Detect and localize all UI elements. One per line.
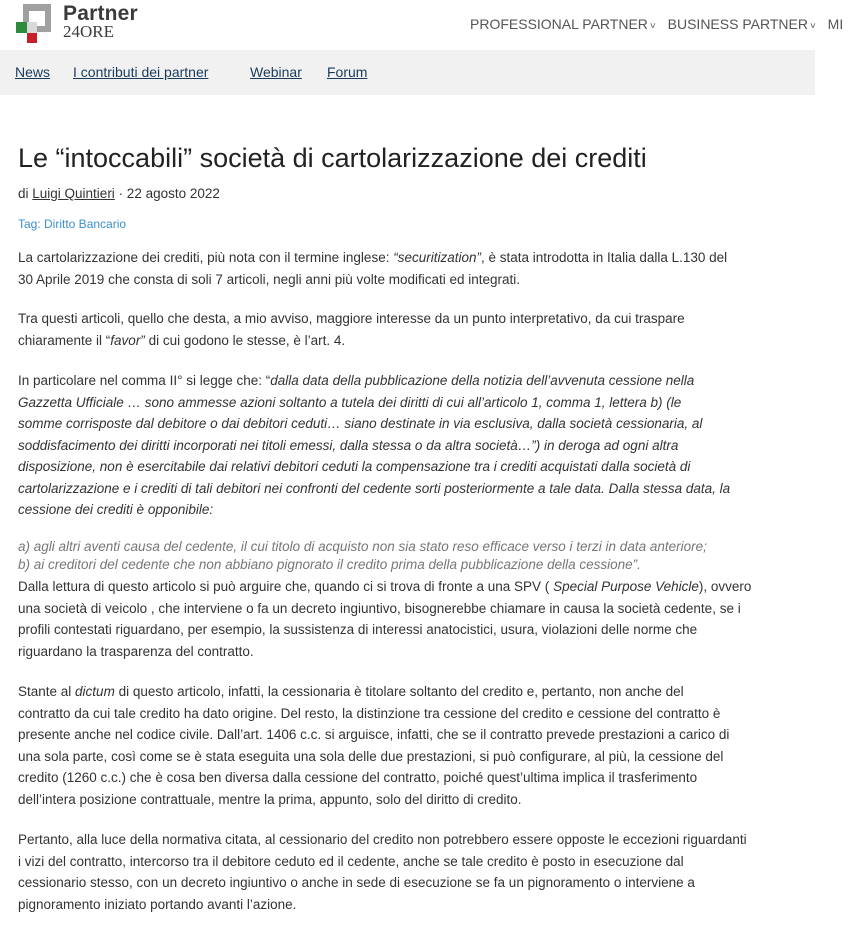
main-nav bbox=[470, 16, 851, 32]
subnav-forum[interactable]: Forum bbox=[327, 64, 368, 80]
text-line: Tra questi articoli, quello che desta, a mio avviso, maggiore interesse da un punto interpretativo, da cui traspare bbox=[18, 311, 685, 326]
text-line: profili contestati riguardano, per esempio, la sussistenza di interessi anatocistici, usura, violazioni delle norme che bbox=[18, 622, 698, 637]
paragraph-2 bbox=[18, 308, 798, 351]
text-line: soddisfacimento dei diritti incorporati nei titoli emessi, dalla stessa o da altra società…”) in deroga ad ogni altra bbox=[18, 437, 679, 453]
byline-prefix: di bbox=[18, 186, 33, 201]
logo-mark-icon bbox=[14, 2, 56, 44]
publish-date: · 22 agosto 2022 bbox=[114, 186, 220, 201]
paragraph-3-quote bbox=[18, 370, 798, 521]
text-line bbox=[18, 681, 798, 703]
text-line: somme corrisposte dal debitore o dai debitori ceduti… siano destinate in via esclusiva, dalla società cessionaria, al bbox=[18, 416, 703, 431]
text-italic: Special Purpose Vehicle bbox=[553, 579, 699, 594]
tag-link[interactable]: Tag: Diritto Bancario bbox=[18, 217, 127, 231]
paragraph-5 bbox=[18, 576, 798, 662]
article-title: Le “intoccabili” società di cartolarizzazione dei crediti bbox=[18, 143, 647, 173]
text-italic: dictum bbox=[75, 684, 115, 699]
text-line bbox=[18, 330, 798, 352]
nav-more[interactable] bbox=[828, 16, 844, 32]
subnav-contributi[interactable]: I contributi dei partner bbox=[73, 64, 209, 80]
text-line: Gazzetta Ufficiale … sono ammesse azioni soltanto a tutela dei diritti di cui all’articolo 1, comma 1, lettera b) (le bbox=[18, 394, 682, 410]
text-line: dell’intera posizione contrattuale, mentre la prima, appunto, solo del diritto di credito. bbox=[18, 791, 522, 807]
chevron-down-icon: ˅ bbox=[649, 21, 656, 32]
partner24ore-logo[interactable] bbox=[14, 2, 154, 46]
byline bbox=[18, 186, 220, 201]
text-line: cessione dei crediti è opponibile: bbox=[18, 502, 214, 517]
text-line bbox=[18, 576, 798, 598]
subnav-news[interactable]: News bbox=[15, 64, 51, 80]
top-bar bbox=[0, 0, 844, 50]
text-line: una società di veicolo , che interviene o fa un decreto ingiuntivo, bisognerebbe chiamare in causa la società cedente, se i bbox=[18, 600, 741, 616]
text-line: i vizi del contratto, intercorso tra il debitore ceduto ed il cedente, anche se tale credito è posto in esecuzione dal bbox=[18, 853, 684, 869]
text-italic: favor” bbox=[110, 332, 145, 348]
nav-professional-partner[interactable] bbox=[470, 16, 656, 32]
sub-nav bbox=[0, 50, 815, 95]
text-segment: Dalla lettura di questo articolo si può arguire che, quando ci si trova di fronte a una SPV ( bbox=[18, 579, 554, 594]
text-segment: chiaramente il “ bbox=[18, 332, 111, 348]
nav-label: PROFESSIONAL PARTNER bbox=[470, 16, 648, 32]
text-line: pignoramento iniziato portando avanti l’azione. bbox=[18, 896, 297, 912]
logo-text-24ore: 24ORE bbox=[63, 22, 114, 41]
paragraph-4-list bbox=[18, 538, 798, 574]
text-line: cessionario stesso, con un decreto ingiuntivo o anche in sede di esecuzione se fa un pignoramento o interviene a bbox=[18, 875, 695, 890]
text-segment: di questo articolo, infatti, la cessionaria è titolare soltanto del credito e, pertanto, non anche del bbox=[114, 684, 684, 699]
text-line: riguardano la trasparenza del contratto. bbox=[18, 643, 254, 659]
subnav-webinar[interactable]: Webinar bbox=[250, 64, 302, 80]
text-segment: In particolare nel comma II° si legge che: “ bbox=[18, 373, 271, 388]
paragraph-6 bbox=[18, 681, 798, 810]
text-line: contratto da cui tale credito ha dato origine. Del resto, la distinzione tra cessione del credito e cessione del contratto è bbox=[18, 705, 721, 721]
paragraph-1 bbox=[18, 247, 798, 290]
text-line bbox=[18, 247, 798, 269]
paragraph-7 bbox=[18, 829, 798, 915]
nav-label: BUSINESS PARTNER bbox=[667, 16, 808, 32]
text-segment: , è stata introdotta in Italia dalla L.130 del bbox=[480, 250, 728, 265]
logo-text-partner: Partner bbox=[63, 2, 138, 25]
list-item-a: a) agli altri aventi causa del cedente, il cui titolo di acquisto non sia stato reso efficace verso i terzi in data anteriore; bbox=[18, 539, 707, 554]
nav-business-partner[interactable] bbox=[668, 16, 816, 32]
author-link[interactable]: Luigi Quintieri bbox=[32, 186, 115, 201]
text-line: una sola parte, così come se è stata eseguita una sola delle due prestazioni, si può configurare, al più, la cessione del bbox=[18, 748, 724, 764]
text-line: Pertanto, alla luce della normativa citata, al cessionario del credito non potrebbero essere opposte le eccezioni riguardanti bbox=[18, 832, 747, 847]
text-line bbox=[18, 370, 798, 392]
text-italic: dalla data della pubblicazione della notizia dell’avvenuta cessione nella bbox=[270, 373, 695, 388]
text-line: cartolarizzazione e i crediti di tali debitori nei confronti del cedente sorti posteriormente a tale data. Dalla stessa data, la bbox=[18, 480, 731, 496]
text-segment: Stante al bbox=[18, 684, 76, 699]
list-item-b: b) ai creditori del cedente che non abbiano pignorato il credito prima della pubblicazione della cessione”. bbox=[18, 557, 641, 572]
text-italic: “securitization” bbox=[393, 250, 481, 265]
text-line: presente anche nel codice civile. Dall’art. 1406 c.c. si arguisce, infatti, che se il contratto prevede prestazioni a carico di bbox=[18, 727, 730, 742]
text-line: credito (1260 c.c.) che è cosa ben diversa dalla cessione del contratto, poiché quest’ultima implica il trasferimento bbox=[18, 770, 698, 785]
chevron-down-icon: ˅ bbox=[809, 21, 816, 32]
nav-label: MI bbox=[827, 16, 844, 32]
text-segment: di cui godono le stesse, è l’art. 4. bbox=[144, 332, 346, 348]
text-segment: ), ovvero bbox=[698, 579, 752, 594]
text-line: 30 Aprile 2019 che consta di soli 7 articoli, negli anni più volte modificati ed integrati. bbox=[18, 271, 521, 287]
text-segment: La cartolarizzazione dei crediti, più nota con il termine inglese: bbox=[18, 250, 394, 265]
text-line: disposizione, non è esercitabile dai relativi debitori ceduti la compensazione tra i crediti acquistati dalla società di bbox=[18, 459, 691, 474]
